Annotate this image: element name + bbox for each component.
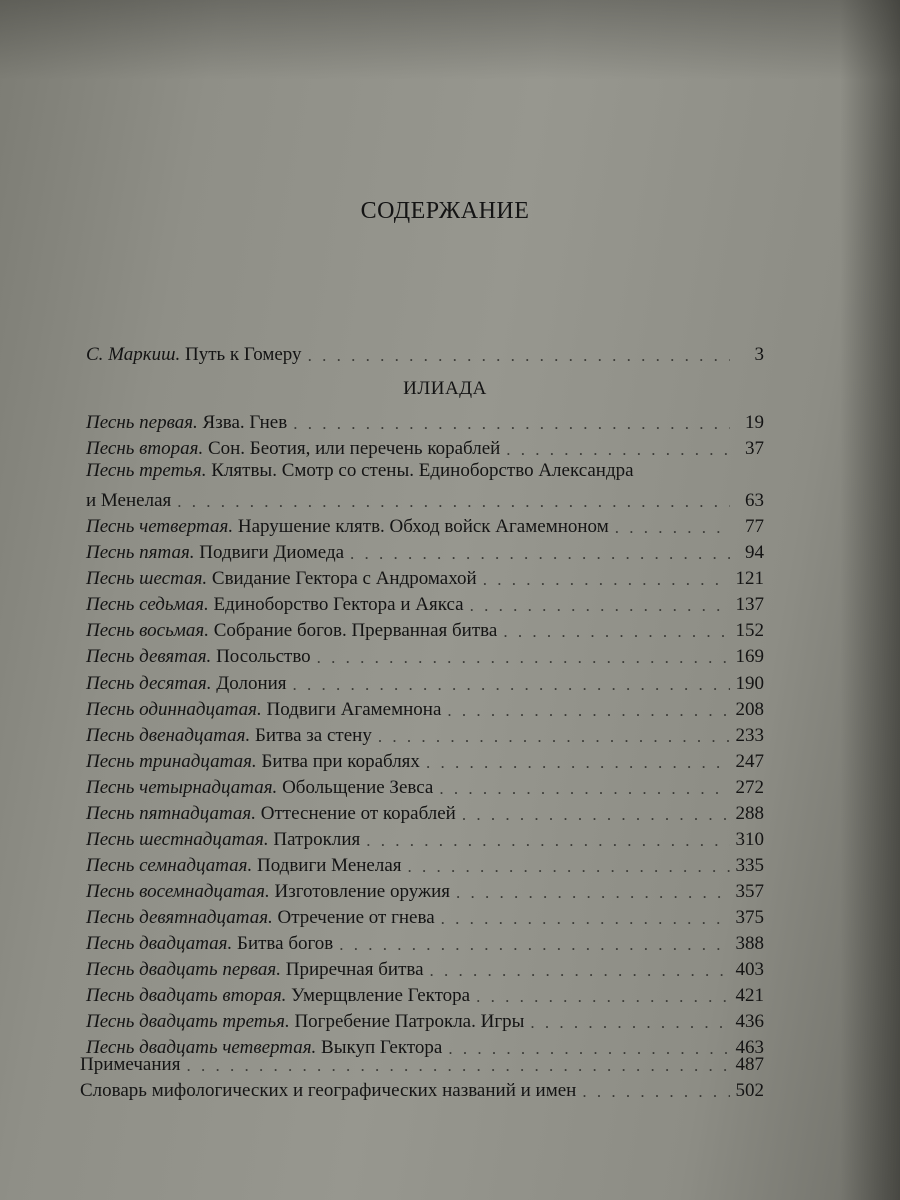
page-number: 19 bbox=[745, 412, 764, 433]
song-number: Песнь двадцать четвертая. bbox=[86, 1037, 317, 1059]
toc-entry-label bbox=[86, 829, 360, 851]
song-number: Песнь семнадцатая. bbox=[86, 854, 253, 876]
song-title: Клятвы. Смотр со стены. Единоборство Александра bbox=[211, 460, 634, 482]
song-title: Приречная битва bbox=[285, 959, 424, 981]
toc-entry-label bbox=[86, 516, 609, 538]
toc-entry-label bbox=[86, 1011, 524, 1033]
toc-entry-song[interactable] bbox=[86, 408, 764, 434]
song-title-continued: и Менелая bbox=[86, 490, 172, 512]
toc-entry-label bbox=[86, 699, 441, 721]
page-number: 403 bbox=[735, 959, 764, 981]
toc-entry-song[interactable] bbox=[86, 1007, 764, 1033]
toc-entry-song[interactable] bbox=[86, 434, 764, 460]
toc-entry-song[interactable] bbox=[86, 642, 764, 668]
page-number: 152 bbox=[735, 620, 764, 642]
song-title: Отречение от гнева bbox=[277, 906, 435, 928]
page-number: 137 bbox=[735, 594, 764, 616]
page-number: 288 bbox=[735, 802, 764, 824]
toc-entry-song[interactable] bbox=[86, 877, 764, 903]
toc-entry-song[interactable] bbox=[86, 486, 764, 512]
song-title: Свидание Гектора с Андромахой bbox=[211, 568, 477, 590]
page-number: 421 bbox=[735, 985, 764, 1007]
toc-entry-song[interactable] bbox=[86, 773, 764, 799]
page-number: 63 bbox=[745, 490, 764, 512]
dot-leader bbox=[503, 622, 729, 642]
page-number: 121 bbox=[735, 568, 764, 590]
toc-entry-appendix[interactable] bbox=[80, 1076, 764, 1102]
dot-leader bbox=[530, 1013, 729, 1033]
toc-entry-song-line[interactable] bbox=[86, 460, 634, 482]
page-shadow-top bbox=[0, 0, 900, 80]
song-number: Песнь первая. bbox=[86, 412, 198, 433]
song-title: Оттеснение от кораблей bbox=[260, 802, 456, 824]
song-title: Обольщение Зевса bbox=[282, 776, 434, 798]
toc-entry-label bbox=[86, 751, 420, 773]
page-number: 208 bbox=[735, 698, 764, 720]
song-title: Умерщвление Гектора bbox=[291, 985, 471, 1007]
song-title: Погребение Патрокла. Игры bbox=[294, 1011, 525, 1033]
song-number: Песнь пятая. bbox=[86, 542, 195, 564]
dot-leader bbox=[308, 346, 730, 366]
page-number: 77 bbox=[745, 516, 764, 538]
song-title: Сон. Беотия, или перечень кораблей bbox=[207, 438, 501, 460]
song-title: Изготовление оружия bbox=[274, 880, 451, 902]
dot-leader bbox=[293, 414, 730, 434]
song-number: Песнь десятая. bbox=[86, 672, 212, 694]
toc-entry-label bbox=[86, 985, 470, 1007]
dot-leader bbox=[293, 675, 730, 695]
song-title: Выкуп Гектора bbox=[321, 1037, 443, 1059]
song-number: Песнь восьмая. bbox=[86, 620, 209, 642]
intro-author: С. Маркиш. bbox=[86, 344, 181, 365]
toc-entry-song[interactable] bbox=[86, 929, 764, 955]
song-title: Собрание богов. Прерванная битва bbox=[213, 620, 498, 642]
page-number: 3 bbox=[754, 344, 764, 365]
toc-entry-label bbox=[86, 881, 450, 903]
song-title: Битва за стену bbox=[255, 724, 372, 746]
toc-entry-label bbox=[86, 725, 372, 747]
toc-entry-label bbox=[86, 646, 311, 668]
dot-leader bbox=[441, 909, 730, 929]
toc-entry-song[interactable] bbox=[86, 851, 764, 877]
song-title: Подвиги Менелая bbox=[256, 854, 402, 876]
song-number: Песнь восемнадцатая. bbox=[86, 880, 270, 902]
page-number: 463 bbox=[735, 1037, 764, 1059]
dot-leader bbox=[582, 1082, 729, 1102]
page-number: 487 bbox=[735, 1054, 764, 1075]
song-number: Песнь пятнадцатая. bbox=[86, 802, 257, 824]
toc-entry-label bbox=[86, 777, 433, 799]
toc-entry-label bbox=[86, 959, 424, 981]
dot-leader bbox=[483, 570, 730, 590]
dot-leader bbox=[186, 1056, 729, 1076]
toc-entry-song[interactable] bbox=[86, 825, 764, 851]
toc-entry-song[interactable] bbox=[86, 669, 764, 695]
page-number: 94 bbox=[745, 542, 764, 564]
song-number: Песнь одиннадцатая. bbox=[86, 698, 262, 720]
song-title: Битва богов bbox=[237, 933, 334, 954]
song-title: Язва. Гнев bbox=[202, 412, 288, 433]
dot-leader bbox=[317, 648, 730, 668]
dot-leader bbox=[462, 805, 730, 825]
song-number: Песнь шестнадцатая. bbox=[86, 828, 269, 850]
toc-entry-song[interactable] bbox=[86, 903, 764, 929]
song-number: Песнь двадцатая. bbox=[86, 933, 233, 954]
page-number: 169 bbox=[735, 646, 764, 668]
dot-leader bbox=[456, 883, 729, 903]
toc-entry-label bbox=[86, 568, 477, 590]
song-title: Долония bbox=[216, 672, 287, 694]
song-title: Битва при кораблях bbox=[261, 750, 420, 772]
song-number: Песнь двадцать первая. bbox=[86, 959, 281, 981]
dot-leader bbox=[439, 779, 729, 799]
appendix-title: Словарь мифологических и географических названий и имен bbox=[80, 1080, 577, 1101]
song-number: Песнь третья. bbox=[86, 460, 207, 482]
song-title: Единоборство Гектора и Аякса bbox=[213, 594, 464, 616]
song-number: Песнь шестая. bbox=[86, 568, 208, 590]
song-number: Песнь двенадцатая. bbox=[86, 724, 251, 746]
page-number: 190 bbox=[735, 672, 764, 694]
song-number: Песнь четвертая. bbox=[86, 516, 234, 538]
page-number: 436 bbox=[735, 1011, 764, 1033]
page-number: 388 bbox=[735, 933, 764, 954]
toc-entry-song[interactable] bbox=[86, 564, 764, 590]
page-number: 335 bbox=[735, 854, 764, 876]
dot-leader bbox=[339, 935, 729, 955]
page-number: 247 bbox=[735, 750, 764, 772]
page-number: 272 bbox=[735, 776, 764, 798]
part-title: ИЛИАДА bbox=[403, 378, 487, 399]
dot-leader bbox=[378, 727, 730, 747]
song-number: Песнь вторая. bbox=[86, 438, 204, 460]
page-number: 357 bbox=[735, 880, 764, 902]
toc-entry-song[interactable] bbox=[86, 616, 764, 642]
dot-leader bbox=[350, 544, 730, 564]
dot-leader bbox=[430, 961, 730, 981]
appendix-title: Примечания bbox=[80, 1054, 181, 1075]
page-number: 233 bbox=[735, 724, 764, 746]
toc-entry-label bbox=[86, 620, 497, 642]
toc-entry-song[interactable] bbox=[86, 721, 764, 747]
dot-leader bbox=[177, 492, 730, 512]
toc-entry-song[interactable] bbox=[86, 538, 764, 564]
dot-leader bbox=[447, 701, 729, 721]
dot-leader bbox=[426, 753, 730, 773]
song-title: Патроклия bbox=[273, 828, 361, 850]
contents-title: СОДЕРЖАНИЕ bbox=[360, 198, 530, 224]
song-title: Нарушение клятв. Обход войск Агамемноном bbox=[237, 516, 609, 538]
toc-entry-appendix[interactable] bbox=[80, 1050, 764, 1076]
dot-leader bbox=[476, 987, 729, 1007]
toc-entry-label bbox=[86, 803, 456, 825]
intro-title: Путь к Гомеру bbox=[184, 344, 302, 365]
toc-entry-song[interactable] bbox=[86, 590, 764, 616]
toc-entry-label bbox=[86, 344, 302, 366]
toc-entry-label bbox=[86, 412, 287, 434]
toc-entry-label bbox=[86, 438, 500, 460]
page-number: 502 bbox=[735, 1080, 764, 1101]
toc-entry-song[interactable] bbox=[86, 695, 764, 721]
toc-entry-label bbox=[86, 673, 287, 695]
toc-entry-song[interactable] bbox=[86, 747, 764, 773]
toc-entry-label bbox=[86, 933, 333, 955]
song-number: Песнь тринадцатая. bbox=[86, 750, 257, 772]
dot-leader bbox=[470, 596, 730, 616]
toc-entry-song[interactable] bbox=[86, 512, 764, 538]
toc-entry-song[interactable] bbox=[86, 981, 764, 1007]
dot-leader bbox=[615, 518, 730, 538]
dot-leader bbox=[408, 857, 730, 877]
song-title: Подвиги Агамемнона bbox=[266, 698, 442, 720]
toc-entry-song[interactable] bbox=[86, 955, 764, 981]
dot-leader bbox=[506, 440, 730, 460]
page-number: 375 bbox=[735, 906, 764, 928]
toc-entry-label bbox=[86, 855, 402, 877]
song-title: Посольство bbox=[216, 646, 311, 668]
song-number: Песнь двадцать вторая. bbox=[86, 985, 287, 1007]
page-number: 37 bbox=[745, 438, 764, 460]
song-number: Песнь двадцать третья. bbox=[86, 1011, 290, 1033]
toc-entry-song[interactable] bbox=[86, 799, 764, 825]
page-number: 310 bbox=[735, 828, 764, 850]
song-number: Песнь девятнадцатая. bbox=[86, 906, 273, 928]
toc-entry-intro[interactable] bbox=[86, 340, 764, 366]
toc-entry-label bbox=[86, 542, 344, 564]
song-number: Песнь четырнадцатая. bbox=[86, 776, 278, 798]
page-shadow-right bbox=[840, 0, 900, 1200]
toc-entry-label bbox=[86, 907, 435, 929]
song-number: Песнь девятая. bbox=[86, 646, 212, 668]
song-number: Песнь седьмая. bbox=[86, 594, 209, 616]
toc-entry-label bbox=[86, 594, 464, 616]
song-title: Подвиги Диомеда bbox=[199, 542, 345, 564]
dot-leader bbox=[366, 831, 729, 851]
